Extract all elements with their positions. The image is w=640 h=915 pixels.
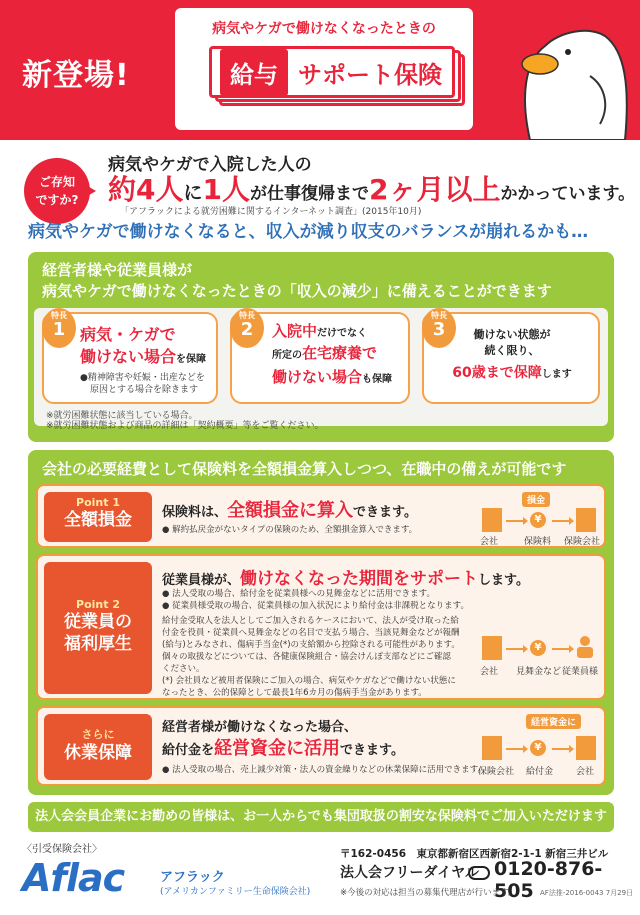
point3-main-suffix: できます。	[340, 743, 404, 758]
phone-icon	[468, 866, 490, 880]
arrow-icon	[506, 648, 524, 650]
point2-flow-label1: 会社	[480, 667, 499, 677]
header-banner	[0, 0, 640, 140]
coin-icon: ¥	[530, 640, 546, 656]
point1-flow-label1: 会社	[480, 537, 499, 547]
point2-main	[162, 564, 529, 589]
feature2-line1-red: 入院中	[272, 322, 318, 340]
point1-flow-flag: 損金	[522, 492, 550, 507]
header-card	[175, 8, 473, 130]
features-title-line1: 経営者様や従業員様が	[42, 261, 193, 279]
point2-label: Point 2	[76, 598, 120, 611]
feature-note1: ※就労困難状態に該当している場合。	[46, 411, 198, 421]
stat-f: かかっています。	[500, 184, 636, 204]
point2-body-line: (給与)とみなされ、傷病手当金(*)の支給額から控除される可能性があります。	[162, 640, 460, 650]
feature2-line3-red: 働けない場合	[272, 368, 363, 386]
point2-box	[36, 554, 606, 700]
feature1-bullet1: ●精神障害や妊娠・出産などを	[80, 373, 205, 383]
feature2-line1-suffix: だけでなく	[317, 328, 368, 339]
membership-banner: 法人会会員企業にお勤めの皆様は、お一人からでも集団取扱の割安な保険料でご加入いただけます	[28, 802, 614, 832]
feature3-line3-suffix: します	[541, 369, 572, 380]
point3-main-line1: 経営者様が働けなくなった場合、	[162, 720, 358, 735]
bubble-line2: ですか?	[35, 193, 79, 207]
point3-name: 休業保障	[64, 743, 132, 763]
feature2-line1	[272, 320, 367, 341]
arrow-icon	[506, 748, 524, 750]
point1-body: ● 解約払戻金がないタイプの保険のため、全額損金算入できます。	[162, 525, 418, 535]
product-title	[209, 46, 455, 98]
feature2-line2	[272, 342, 377, 363]
point1-flow-label2: 保険料	[524, 537, 552, 547]
badge-number: 3	[432, 319, 446, 340]
point3-flow-label1: 保険会社	[478, 767, 515, 777]
freedial-label: 法人会フリーダイヤル	[340, 865, 480, 881]
point1-label: Point 1	[76, 496, 120, 509]
point1-main	[162, 496, 417, 522]
point2-body-line: 個々の取扱などについては、各健康保険組合・協会けんぽ支部などにご確認	[162, 652, 451, 662]
arrow-icon	[552, 648, 570, 650]
company-address: 〒162-0456 東京都新宿区西新宿2-1-1 新宿三井ビル	[340, 848, 609, 860]
feature1-line2-red: 働けない場合	[80, 347, 177, 366]
did-you-know-bubble	[24, 158, 90, 224]
point2-body-line: (*) 会社員など被用者保険にご加入の場合、病気やケガなどで働けない状態に	[162, 676, 456, 686]
features-title-line2: 病気やケガで働けなくなったときの「収入の減少」に備えることができます	[42, 282, 552, 300]
point1-flow	[478, 492, 602, 546]
feature2-line3	[272, 366, 392, 387]
point1-flow-label3: 保険会社	[564, 537, 601, 547]
freedial-note: ※今後の対応は担当の募集代理店が行います。	[340, 888, 517, 898]
tax-title: 会社の必要経費として保険料を全額損金算入しつつ、在職中の備えが可能です	[42, 460, 567, 478]
point3-main-red: 経営資金に活用	[214, 738, 341, 759]
point3-tag	[44, 714, 152, 780]
point1-name: 全額損金	[64, 510, 132, 530]
feature3-line3	[424, 362, 600, 382]
stat-e: 2ヶ月以上	[368, 173, 501, 206]
point2-name1: 従業員の	[64, 612, 132, 632]
building-icon	[576, 736, 596, 760]
point3-flow	[478, 714, 602, 780]
intro-line1: 病気やケガで入院した人の	[108, 155, 312, 175]
feature3-line1: 働けない状態が	[473, 328, 551, 341]
point3-main-line2	[162, 734, 404, 760]
features-panel	[34, 308, 608, 431]
survey-source: 「アフラックによる就労困難に関するインターネット調査」(2015年10月)	[120, 207, 422, 217]
feature2-line3-suffix: も保障	[362, 374, 393, 385]
arrow-icon	[506, 520, 524, 522]
badge-number: 2	[240, 319, 254, 340]
point2-flow	[478, 626, 602, 680]
feature1-line1: 病気・ケガで	[80, 325, 176, 344]
point2-main-prefix: 従業員様が、	[162, 573, 241, 588]
intro-line2	[108, 168, 635, 208]
bubble-tail	[84, 184, 96, 198]
feature1-line2-suffix: を保障	[176, 354, 207, 365]
point3-flow-label2: 給付金	[526, 767, 554, 777]
stat-a: 約4人	[108, 173, 184, 206]
title-part2: サポート保険	[298, 60, 442, 89]
feature-card-1	[42, 312, 218, 404]
new-label: 新登場!	[22, 58, 130, 93]
point2-body-line: ● 法人受取の場合、給付金を従業員様への見舞金などに活用できます。	[162, 589, 435, 599]
point3-flow-flag: 経営資金に	[526, 714, 581, 729]
features-section	[28, 252, 614, 442]
feature1-line2	[80, 344, 206, 367]
feature3-line2: 続く限り、	[484, 344, 540, 357]
badge-number: 1	[52, 319, 66, 340]
stat-c: 1人	[202, 173, 250, 206]
point1-tag	[44, 492, 152, 542]
arrow-icon	[552, 748, 570, 750]
badge-label: 特長	[431, 311, 447, 320]
point2-tag	[44, 562, 152, 694]
feature3-line3-red: 60歳まで保障	[452, 365, 542, 381]
feature-note2: ※就労困難状態および商品の詳細は「契約概要」等をご覧ください。	[46, 421, 324, 431]
insurer-label: 〈引受保険会社〉	[22, 844, 102, 855]
point2-body-line: ください。	[162, 664, 205, 674]
feature-badge-2	[230, 308, 264, 348]
stat-d: が仕事復帰まで	[249, 184, 369, 204]
point1-main-prefix: 保険料は、	[162, 505, 228, 520]
duck-illustration	[490, 6, 640, 140]
point1-main-red: 全額損金に算入	[227, 500, 354, 521]
tagline: 病気やケガで働けなくなると、収入が減り収支のバランスが崩れるかも…	[28, 222, 589, 242]
title-part1: 給与	[220, 49, 288, 96]
building-icon	[482, 736, 502, 760]
stat-b: に	[183, 182, 203, 204]
point2-flow-label2: 見舞金など	[516, 667, 562, 677]
point3-flow-label3: 会社	[576, 767, 595, 777]
feature-badge-1	[42, 308, 76, 348]
point3-label: さらに	[81, 728, 115, 741]
features-title	[42, 260, 552, 302]
company-name-sub: (アメリカンファミリー生命保険会社)	[160, 887, 311, 897]
feature2-line2-prefix: 所定の	[272, 350, 302, 361]
building-icon	[482, 636, 502, 660]
point3-main-prefix: 給付金を	[162, 743, 215, 758]
point2-body-line: 付金を役員・従業員へ見舞金などの名目で支払う場合、当該見舞金などが報酬	[162, 628, 460, 638]
point2-name2: 福利厚生	[64, 634, 132, 654]
point2-body-line: なったとき、公的保障として最長1年6カ月の傷病手当金があります。	[162, 688, 427, 698]
person-icon	[576, 636, 594, 658]
feature-card-3	[422, 312, 600, 404]
badge-label: 特長	[239, 311, 255, 320]
feature1-bullet2: 原因とする場合を除きます	[90, 385, 199, 395]
badge-label: 特長	[51, 311, 67, 320]
freedial-number[interactable]: 0120-876-505	[494, 858, 603, 902]
aflac-logo: Aflac	[22, 856, 125, 900]
point1-main-suffix: できます。	[353, 505, 417, 520]
document-id: AF法推-2016-0043 7月29日	[540, 889, 634, 897]
point2-flow-label3: 従業員様	[562, 667, 599, 677]
point2-body-line: 給付金受取人を法人としてご加入されるケースにおいて、法人が受け取った給	[162, 616, 459, 626]
tax-section	[28, 450, 614, 795]
header-subtitle: 病気やケガで働けなくなったときの	[212, 21, 436, 37]
feature2-line2-red: 在宅療養で	[302, 344, 378, 362]
arrow-icon	[552, 520, 570, 522]
point2-body-line: ● 従業員様受取の場合、従業員様の加入状況により給付金は非課税となります。	[162, 601, 469, 611]
point3-body: ● 法人受取の場合、売上減少対策・法人の資金繰りなどの休業保障に活用できます。	[162, 765, 486, 775]
building-icon	[482, 508, 502, 532]
coin-icon: ¥	[530, 512, 546, 528]
point2-body	[162, 588, 482, 699]
bubble-line1: ご存知	[38, 175, 75, 189]
coin-icon: ¥	[530, 740, 546, 756]
point1-box	[36, 484, 606, 548]
company-name: アフラック	[160, 870, 225, 885]
point2-main-red: 働けなくなった期間をサポート	[240, 569, 479, 589]
feature-card-2	[230, 312, 410, 404]
point2-main-suffix: します。	[478, 573, 529, 588]
point3-box	[36, 706, 606, 786]
building-icon	[576, 508, 596, 532]
